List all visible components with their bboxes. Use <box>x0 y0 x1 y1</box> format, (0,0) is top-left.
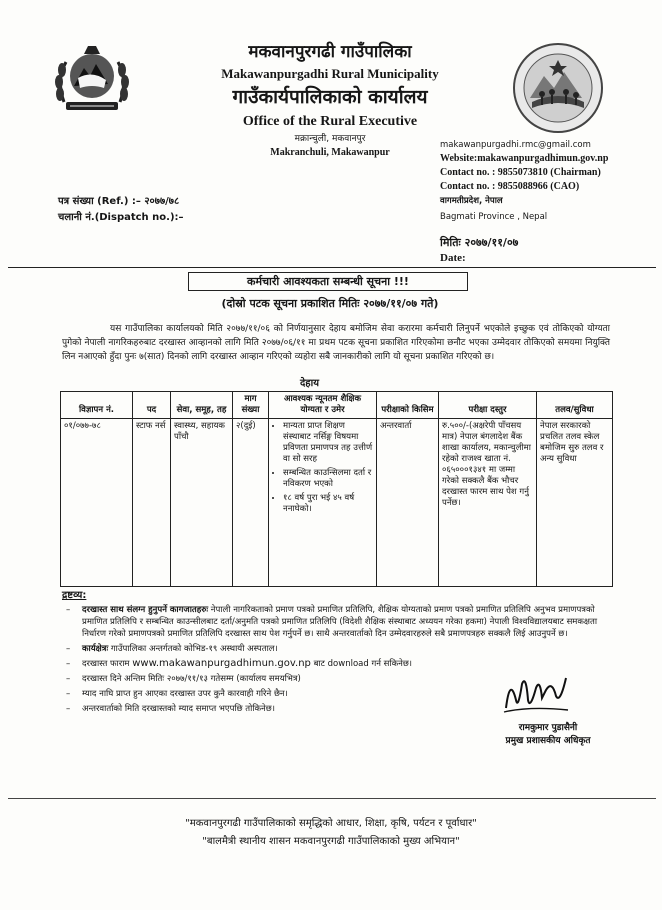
dehay-label: देहाय <box>300 378 320 389</box>
note-item: – म्याद नाघि प्राप्त हुन आएका दरखास्त उपर कुनै कारवाही गरिने छैन। <box>64 688 612 700</box>
dispatch-number: चलानी नं.(Dispatch no.):– <box>58 212 184 223</box>
col-header-exam: परीक्षाको किसिम <box>377 392 439 419</box>
note-key: कार्यक्षेत्रः <box>82 644 109 654</box>
note-key: दरखास्त साथ संलग्न हुनुपर्ने कागजातहरुः <box>82 605 209 615</box>
note-item: – दरखास्त दिने अन्तिम मितिः २०७७/११/१३ गतेसम्म (कार्यालय समयभित्र) <box>64 673 612 685</box>
municipality-name-en: Makawanpurgadhi Rural Municipality <box>221 66 439 81</box>
contact-phone-cao: Contact no. : 9855088966 (CAO) <box>440 181 580 192</box>
cell-post: स्टाफ नर्स <box>133 419 171 587</box>
footer-divider <box>8 798 656 799</box>
province-en: Bagmati Province , Nepal <box>440 212 548 222</box>
contact-email: makawanpurgadhi.rmc@gmail.com <box>440 140 591 150</box>
notice-title: कर्मचारी आवश्यकता सम्बन्धी सूचना !!! <box>188 272 468 291</box>
municipality-name-np: मकवानपुरगढी गाउँपालिका <box>248 42 412 62</box>
col-header-post: पद <box>133 392 171 419</box>
table-header-row <box>61 392 613 419</box>
office-name-en: Office of the Rural Executive <box>242 114 418 129</box>
note-item <box>64 658 612 670</box>
qualification-item: • १८ वर्ष पुरा भई ४५ वर्ष ननाघेको। <box>283 493 373 515</box>
province-np: वागमतीप्रदेश, नेपाल <box>440 196 503 206</box>
qualification-item: • सम्बन्धित काउन्सिलमा दर्ता र नविकरण भएको <box>283 468 373 490</box>
signatory-title: प्रमुख प्रशासकीय अधिकृत <box>505 736 591 746</box>
footer-slogan-2: "बालमैत्री स्थानीय शासन मकवानपुरगढी गाउँपालिकाको मुख्य अभियान" <box>202 836 460 847</box>
col-header-service: सेवा, समूह, तह <box>171 392 233 419</box>
cell-fee: रु.५००/-(अक्षरेपी पाँचसय मात्र) नेपाल बंगलादेश बैंक शाखा कार्यालय, मकान्चुलीमा रहेको राजश्व खाता नं. ०६५०००१३४१ मा जम्मा गरेको सक्कलै बैंक भौचर दरखास्त फारम साथ पेश गर्नु पर्नेछ। <box>439 419 537 587</box>
qualification-item: • मान्यता प्राप्त शिक्षण संस्थाबाट नर्सिङ्ग विषयमा प्रविणता प्रमाणपत्र तह उत्तीर्ण वा सो सरह <box>283 421 373 465</box>
notice-body: यस गाउँपालिका कार्यालयको मिति २०७७/११/०६ को निर्णयानुसार देहाय बमोजिम सेवा करारमा कर्मचारी लिनुपर्ने भएकोले इच्छुक एवं तोकिएको योग्यता पुगेको नेपाली नागरिकहरुबाट दरखास्त आव्हानको लागि मिति २०७७/०६/११ मा प्रथम पटक सूचना प्रकाशित गरिएकोमा छनौट भएका उम्मेदवार तोकिएको समयमा नियुक्ति लिन नआएको हुँदा पुनः ७(सात) दिनको लागि दरखास्त आव्हान गरिएको व्यहोरा सबै जानकारीको लागि यो सूचना प्रकाशित गरिएको छ। <box>62 324 610 362</box>
note-item: – अन्तरवार्ताको मिति दरखास्तको म्याद समाप्त भएपछि तोकिनेछ। <box>64 703 612 715</box>
contact-website: Website:makawanpurgadhimun.gov.np <box>440 153 609 164</box>
note-text: दरखास्त फाराम <box>82 659 133 669</box>
header-divider <box>8 267 656 268</box>
signatory-block <box>488 722 608 748</box>
note-text: बाट download गर्न सकिनेछ। <box>310 659 413 669</box>
date-en: Date: <box>440 252 466 264</box>
signatory-name: रामकुमार पुडासैनी <box>518 723 578 733</box>
municipality-logo-icon <box>512 42 604 134</box>
notes-heading: द्रष्टव्य: <box>62 590 87 601</box>
col-header-salary: तलव/सुविधा <box>537 392 613 419</box>
download-link[interactable]: www.makawanpurgadhimun.gov.np <box>132 658 311 669</box>
address-en: Makranchuli, Makawanpur <box>270 147 390 158</box>
col-header-adv: विज्ञापन नं. <box>61 392 133 419</box>
note-text: नेपाली नागरिकताको प्रमाण पत्रको प्रमाणित प्रतिलिपि, शैक्षिक योग्यताको प्रमाण पत्रको प्रमाणित प्रतिलिपि अनुभव प्रमाणपत्रको प्रमाणित प्रतिलिपि र सम्बन्धित काउन्सीलबाट दर्ता/अनुमति पत्रको प्रमाणित प्रतिलिपि (विदेशी शैक्षिक संस्थाबाट अध्ययन गरेका हकमा) नेपाली विश्वविद्यालयबाट समकक्षता निर्धारण गरेको प्रमाणपत्रको प्रमाणित प्रतिलिपि दरखास्त साथ पेश गर्नुपर्ने छ। साथै अन्तरवार्ताको दिन उम्मेदवारहरुले सबै प्रमाणपत्रहरु सक्कलै लिई आउनुपर्ने छ। <box>82 605 598 639</box>
note-item <box>64 604 612 640</box>
col-header-demand: माग संख्या <box>233 392 269 419</box>
note-text: गाउँपालिका अन्तर्गतको कोभिड-१९ अस्थायी अस्पताल। <box>108 644 278 654</box>
table-row <box>61 419 613 587</box>
nepal-emblem-icon <box>50 40 134 116</box>
date-np: मितिः २०७७/११/०७ <box>440 236 519 249</box>
cell-qualification <box>269 419 377 587</box>
footer-slogan-1: "मकवानपुरगढी गाउँपालिकाको समृद्धिको आधार, शिक्षा, कृषि, पर्यटन र पूर्वाधार" <box>185 818 477 829</box>
signature <box>500 670 572 716</box>
reference-number: पत्र संख्या (Ref.) :– २०७७/७८ <box>58 196 180 207</box>
notice-subtitle: (दोस्रो पटक सूचना प्रकाशित मितिः २०७७/११/०७ गते) <box>221 297 439 310</box>
cell-service: स्वास्थ्य, सहायक पाँचौ <box>171 419 233 587</box>
contact-phone-chairman: Contact no. : 9855073810 (Chairman) <box>440 167 601 178</box>
address-np: मक्रान्चुली, मकवानपुर <box>294 134 366 144</box>
cell-exam: अन्तरवार्ता <box>377 419 439 587</box>
vacancy-table <box>60 391 613 587</box>
note-item <box>64 643 612 655</box>
col-header-fee: परीक्षा दस्तुर <box>439 392 537 419</box>
office-name-np: गाउँकार्यपालिकाको कार्यालय <box>232 86 428 108</box>
cell-adv: ०१/०७७-७८ <box>61 419 133 587</box>
cell-salary: नेपाल सरकारको प्रचलित तलव स्केल बमोजिम सुरु तलव र अन्य सुविधा <box>537 419 613 587</box>
cell-demand: २(दुई) <box>233 419 269 587</box>
col-header-qualification: आवश्यक न्यूनतम शैक्षिक योग्यता र उमेर <box>269 392 377 419</box>
